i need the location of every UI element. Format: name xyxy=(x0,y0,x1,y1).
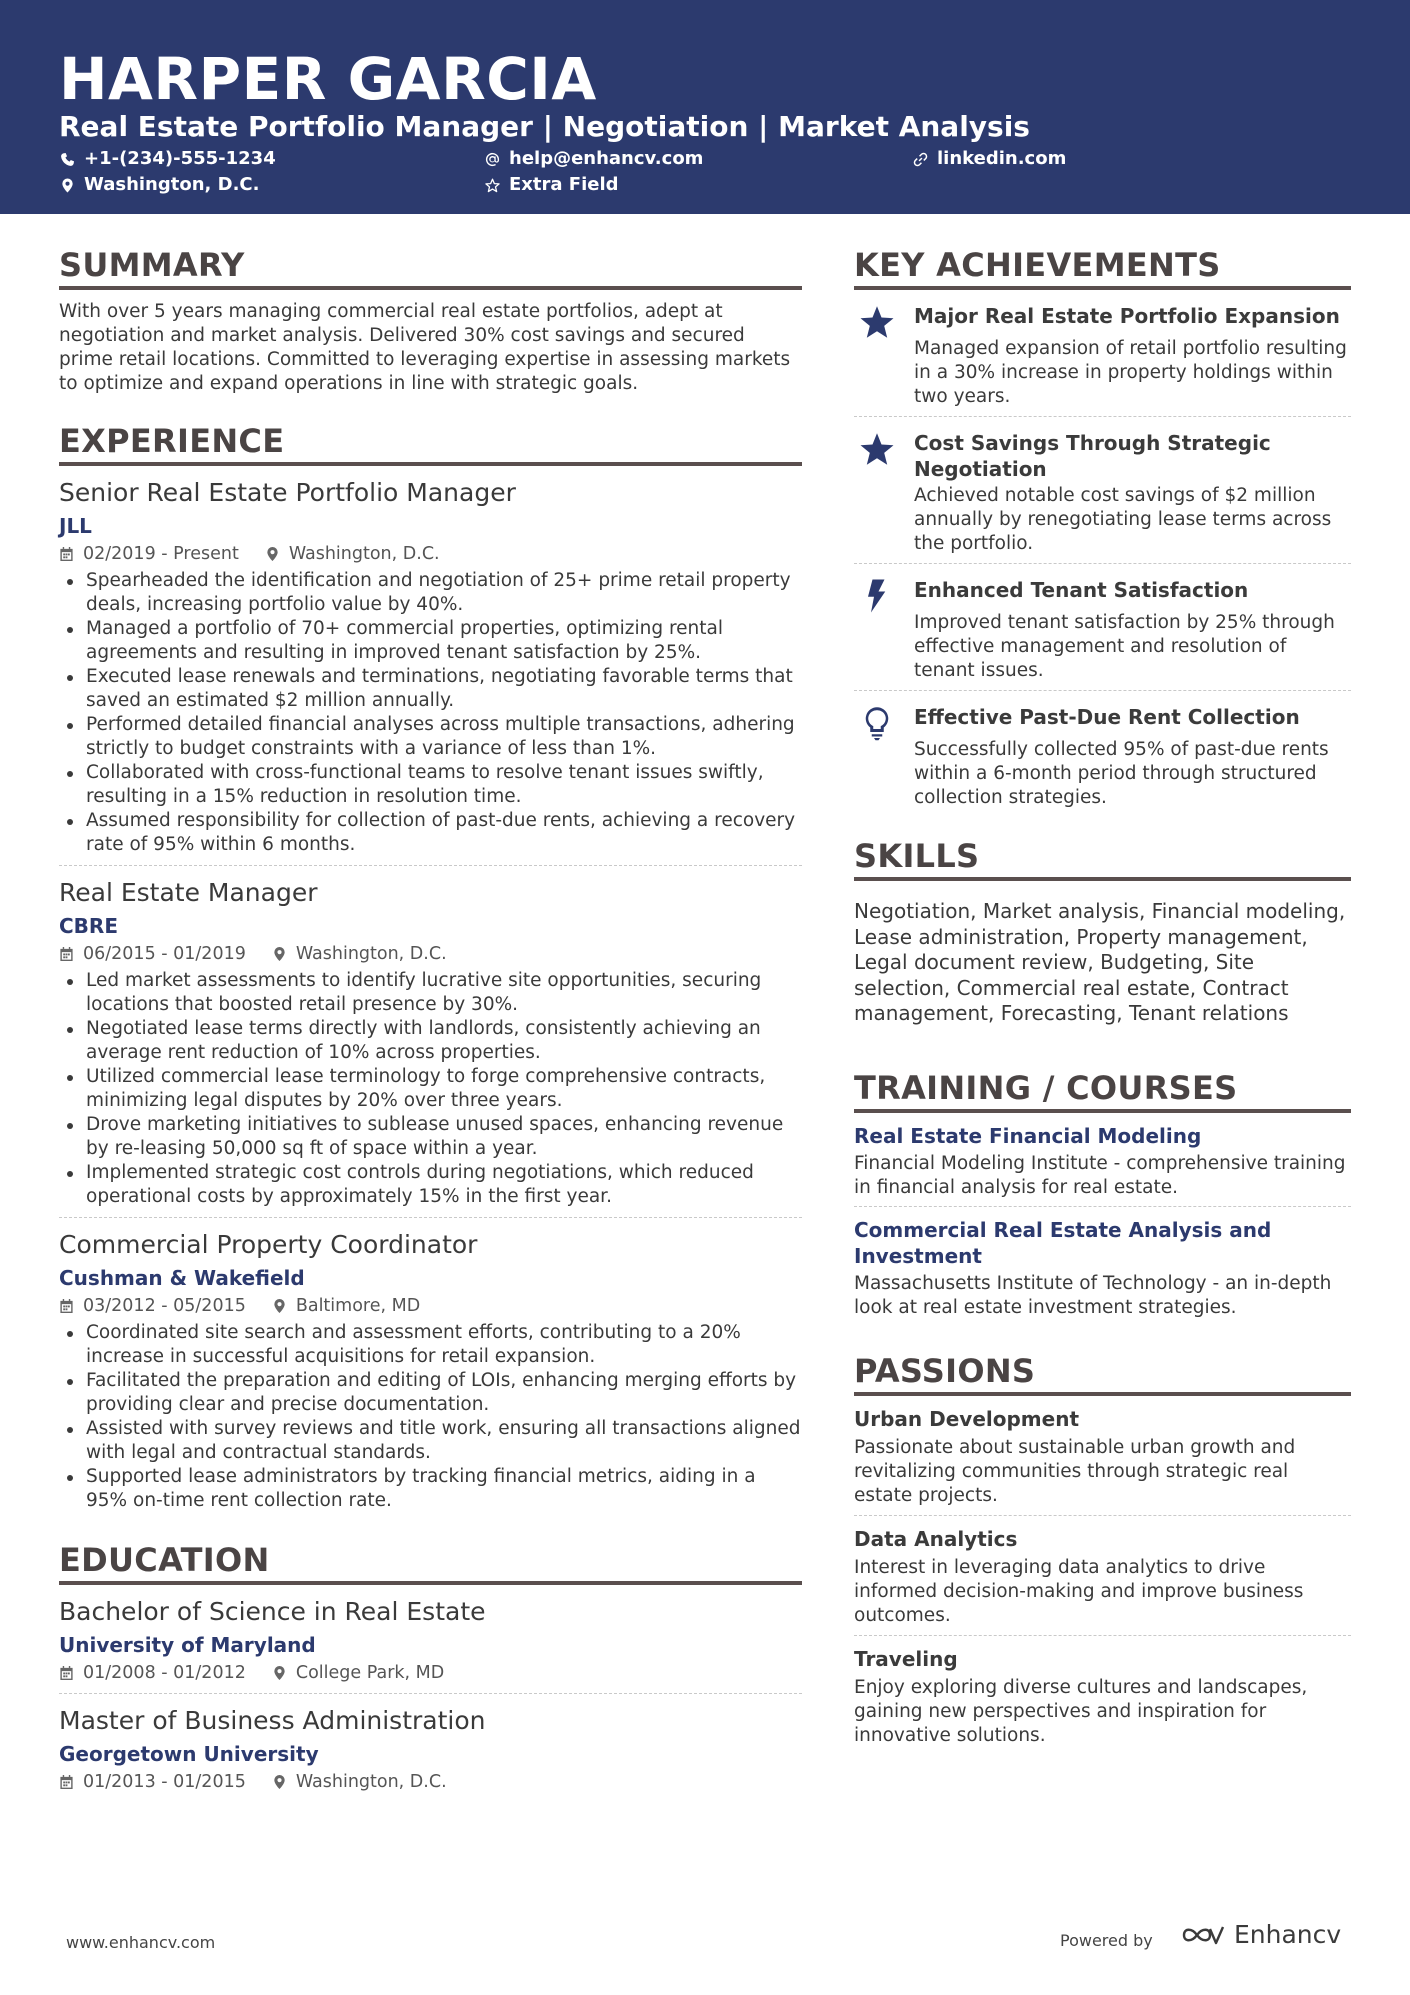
job-location xyxy=(265,542,440,566)
calendar-icon xyxy=(59,546,74,562)
calendar-icon xyxy=(59,1298,74,1314)
passion-item xyxy=(854,1635,1351,1755)
left-column xyxy=(59,246,802,1794)
education-location-text: College Park, MD xyxy=(295,1663,445,1683)
passion-item xyxy=(854,1396,1351,1515)
course-item xyxy=(854,1113,1351,1206)
location-pin-icon xyxy=(272,1665,287,1681)
job-dates-text: 03/2012 - 05/2015 xyxy=(83,1296,246,1316)
skills-heading: SKILLS xyxy=(854,837,1351,881)
achievements-heading: KEY ACHIEVEMENTS xyxy=(854,246,1351,290)
degree-title: Master of Business Administration xyxy=(59,1706,486,1735)
job-meta xyxy=(59,542,802,566)
bullet-item: Collaborated with cross-functional teams to resolve tenant issues swiftly, resulting in a 15% reduction in resolution time. xyxy=(59,761,802,809)
education-dates-text: 01/2013 - 01/2015 xyxy=(83,1772,246,1792)
training-heading: TRAINING / COURSES xyxy=(854,1069,1351,1113)
bullet-item: Assumed responsibility for collection of past-due rents, achieving a recovery rate of 95% within 6 months. xyxy=(59,809,802,857)
location-pin-icon xyxy=(272,946,287,962)
job-bullets xyxy=(59,969,802,1209)
job-dates-text: 06/2015 - 01/2019 xyxy=(83,944,246,964)
bullet-item: Assisted with survey reviews and title work, ensuring all transactions aligned with legal and contractual standards. xyxy=(59,1417,802,1465)
contact-linkedin[interactable] xyxy=(913,148,1066,170)
link-icon xyxy=(913,152,928,167)
school-name: Georgetown University xyxy=(59,1742,319,1766)
summary-text: With over 5 years managing commercial real estate portfolios, adept at negotiation and market analysis. Delivered 30% cost savings and secured prime retail locations. Committed to leveraging expertise in assessing markets to optimize and expand operations in line with strategic goals. xyxy=(59,301,791,394)
experience-heading: EXPERIENCE xyxy=(59,422,802,466)
bullet-item: Implemented strategic cost controls during negotiations, which reduced operational costs by approximately 15% in the first year. xyxy=(59,1161,802,1209)
job-meta xyxy=(59,1294,802,1318)
education-meta xyxy=(59,1661,802,1685)
course-desc: Financial Modeling Institute - comprehensive training in financial analysis for real estate. xyxy=(854,1152,1346,1198)
bullet-item: Performed detailed financial analyses across multiple transactions, adhering strictly to budget constraints with a variance of less than 1%. xyxy=(59,713,802,761)
job-dates xyxy=(59,942,246,966)
job-dates xyxy=(59,1294,246,1318)
education-dates xyxy=(59,1661,246,1685)
bullet-item: Drove marketing initiatives to sublease unused spaces, enhancing revenue by re-leasing 50,000 sq ft of space within a year. xyxy=(59,1113,802,1161)
achievement-title: Enhanced Tenant Satisfaction xyxy=(914,578,1249,602)
lightbulb-icon xyxy=(859,705,895,741)
education-meta xyxy=(59,1770,802,1794)
star-outline-icon xyxy=(485,178,500,193)
location-pin-icon xyxy=(272,1298,287,1314)
achievement-desc: Managed expansion of retail portfolio resulting in a 30% increase in property holdings within two years. xyxy=(914,338,1347,407)
education-entry xyxy=(59,1693,802,1794)
achievement-item xyxy=(854,416,1351,563)
bullet-item: Utilized commercial lease terminology to forge comprehensive contracts, minimizing legal disputes by 20% over three years. xyxy=(59,1065,802,1113)
skills-text: Negotiation, Market analysis, Financial modeling, Lease administration, Property management, Legal document review, Budgeting, Site selection, Commercial real estate, Contract management, Forecasting, Tenant relations xyxy=(854,899,1346,1025)
achievement-title: Major Real Estate Portfolio Expansion xyxy=(914,304,1340,328)
job-bullets xyxy=(59,1321,802,1513)
job-bullets xyxy=(59,569,802,857)
location-pin-icon xyxy=(60,178,75,193)
footer-url[interactable]: www.enhancv.com xyxy=(66,1933,216,1952)
achievement-item xyxy=(854,290,1351,416)
achievement-desc: Improved tenant satisfaction by 25% through effective management and resolution of tenant issues. xyxy=(914,612,1335,681)
achievement-title: Effective Past-Due Rent Collection xyxy=(914,705,1300,729)
bullet-item: Supported lease administrators by tracking financial metrics, aiding in a 95% on-time rent collection rate. xyxy=(59,1465,802,1513)
contact-email[interactable] xyxy=(485,148,703,170)
job-location-text: Washington, D.C. xyxy=(295,944,447,964)
experience-entry xyxy=(59,1217,802,1513)
powered-by-label: Powered by xyxy=(1060,1931,1153,1950)
star-icon xyxy=(859,431,895,467)
job-title: Senior Real Estate Portfolio Manager xyxy=(59,478,516,507)
achievement-title: Cost Savings Through Strategic Negotiation xyxy=(914,431,1271,481)
contact-phone[interactable] xyxy=(60,148,276,170)
course-title: Commercial Real Estate Analysis and Investment xyxy=(854,1217,1272,1268)
job-location-text: Baltimore, MD xyxy=(295,1296,421,1316)
location-pin-icon xyxy=(265,546,280,562)
bullet-item: Led market assessments to identify lucrative site opportunities, securing locations that boosted retail presence by 30%. xyxy=(59,969,802,1017)
candidate-title: Real Estate Portfolio Manager | Negotiation | Market Analysis xyxy=(59,110,1030,143)
phone-icon xyxy=(60,152,75,167)
passion-desc: Interest in leveraging data analytics to drive informed decision-making and improve business outcomes. xyxy=(854,1556,1304,1626)
education-location xyxy=(272,1661,444,1685)
bullet-item: Managed a portfolio of 70+ commercial properties, optimizing rental agreements and resulting in improved tenant satisfaction by 25%. xyxy=(59,617,802,665)
passion-desc: Passionate about sustainable urban growth and revitalizing communities through strategic real estate projects. xyxy=(854,1436,1296,1506)
candidate-name: HARPER GARCIA xyxy=(59,45,597,113)
education-heading: EDUCATION xyxy=(59,1541,802,1585)
summary-heading: SUMMARY xyxy=(59,246,802,290)
company-name: Cushman & Wakefield xyxy=(59,1266,305,1290)
lightning-icon xyxy=(859,578,895,614)
contact-extra-text: Extra Field xyxy=(509,174,619,195)
enhancv-logo-icon xyxy=(1180,1921,1226,1949)
bullet-item: Facilitated the preparation and editing of LOIs, enhancing merging efforts by providing clear and precise documentation. xyxy=(59,1369,802,1417)
location-pin-icon xyxy=(272,1774,287,1790)
experience-entry xyxy=(59,466,802,857)
brand-name: Enhancv xyxy=(1234,1920,1342,1949)
contact-phone-text: +1-(234)-555-1234 xyxy=(84,148,276,169)
achievement-desc: Successfully collected 95% of past-due rents within a 6-month period through structured collection strategies. xyxy=(914,739,1329,808)
contact-location-text: Washington, D.C. xyxy=(84,174,260,195)
contact-extra xyxy=(485,174,619,196)
company-name: CBRE xyxy=(59,914,118,938)
passion-title: Urban Development xyxy=(854,1406,1079,1431)
contact-linkedin-text: linkedin.com xyxy=(937,148,1067,169)
education-location xyxy=(272,1770,447,1794)
company-name: JLL xyxy=(59,514,92,538)
resume-header xyxy=(0,0,1410,214)
degree-title: Bachelor of Science in Real Estate xyxy=(59,1597,486,1626)
bullet-item: Executed lease renewals and terminations, negotiating favorable terms that saved an estimated $2 million annually. xyxy=(59,665,802,713)
star-icon xyxy=(859,304,895,340)
bullet-item: Coordinated site search and assessment efforts, contributing to a 20% increase in successful acquisitions for retail expansion. xyxy=(59,1321,802,1369)
course-title: Real Estate Financial Modeling xyxy=(854,1123,1202,1148)
achievement-item xyxy=(854,690,1351,817)
contact-email-text: help@enhancv.com xyxy=(509,148,704,169)
course-desc: Massachusetts Institute of Technology - an in-depth look at real estate investment strategies. xyxy=(854,1272,1332,1318)
passion-item xyxy=(854,1515,1351,1635)
job-title: Real Estate Manager xyxy=(59,878,318,907)
passion-desc: Enjoy exploring diverse cultures and landscapes, gaining new perspectives and inspiration for innovative solutions. xyxy=(854,1676,1308,1746)
calendar-icon xyxy=(59,946,74,962)
right-column xyxy=(854,246,1351,1755)
calendar-icon xyxy=(59,1665,74,1681)
education-dates xyxy=(59,1770,246,1794)
achievement-item xyxy=(854,563,1351,690)
job-location-text: Washington, D.C. xyxy=(288,544,440,564)
job-location xyxy=(272,942,447,966)
at-icon xyxy=(485,152,500,167)
achievement-desc: Achieved notable cost savings of $2 million annually by renegotiating lease terms across the portfolio. xyxy=(914,485,1332,554)
job-location xyxy=(272,1294,420,1318)
course-item xyxy=(854,1206,1351,1326)
education-dates-text: 01/2008 - 01/2012 xyxy=(83,1663,246,1683)
education-entry xyxy=(59,1585,802,1685)
calendar-icon xyxy=(59,1774,74,1790)
passion-title: Traveling xyxy=(854,1646,958,1671)
job-dates xyxy=(59,542,239,566)
brand-logo[interactable] xyxy=(1180,1920,1341,1949)
job-meta xyxy=(59,942,802,966)
bullet-item: Negotiated lease terms directly with landlords, consistently achieving an average rent reduction of 10% across properties. xyxy=(59,1017,802,1065)
education-location-text: Washington, D.C. xyxy=(295,1772,447,1792)
job-title: Commercial Property Coordinator xyxy=(59,1230,478,1259)
passions-heading: PASSIONS xyxy=(854,1352,1351,1396)
passion-title: Data Analytics xyxy=(854,1526,1018,1551)
experience-entry xyxy=(59,865,802,1209)
school-name: University of Maryland xyxy=(59,1633,316,1657)
bullet-item: Spearheaded the identification and negotiation of 25+ prime retail property deals, increasing portfolio value by 40%. xyxy=(59,569,802,617)
job-dates-text: 02/2019 - Present xyxy=(83,544,239,564)
contact-location xyxy=(60,174,259,196)
